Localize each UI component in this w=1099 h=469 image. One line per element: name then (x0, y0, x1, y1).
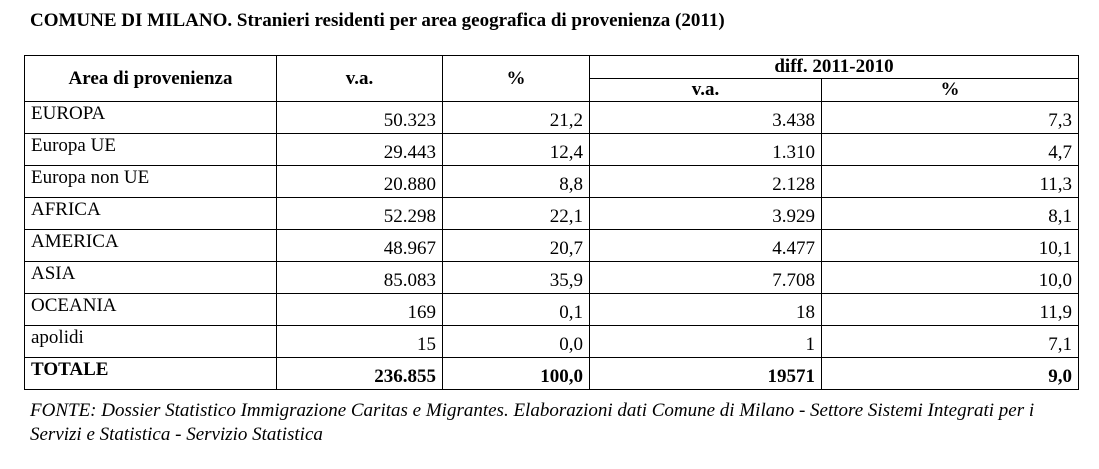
cell-area: apolidi (25, 326, 277, 358)
cell-pct: 20,7 (443, 230, 590, 262)
cell-area: Europa non UE (25, 166, 277, 198)
cell-diff-pct: 10,1 (822, 230, 1079, 262)
header-diff-pct: % (822, 79, 1079, 102)
table-row (25, 262, 1079, 294)
table-row (25, 294, 1079, 326)
cell-diff-va: 2.128 (590, 166, 822, 198)
cell-diff-pct: 11,9 (822, 294, 1079, 326)
cell-pct: 22,1 (443, 198, 590, 230)
cell-diff-va: 4.477 (590, 230, 822, 262)
cell-total-va: 236.855 (277, 358, 443, 390)
table-row (25, 134, 1079, 166)
cell-diff-va: 7.708 (590, 262, 822, 294)
cell-area: AFRICA (25, 198, 277, 230)
cell-va: 85.083 (277, 262, 443, 294)
cell-diff-pct: 7,3 (822, 102, 1079, 134)
cell-pct: 0,1 (443, 294, 590, 326)
cell-va: 20.880 (277, 166, 443, 198)
cell-area: OCEANIA (25, 294, 277, 326)
table-row (25, 230, 1079, 262)
cell-total-diff-va: 19571 (590, 358, 822, 390)
header-area: Area di provenienza (25, 56, 277, 102)
cell-diff-va: 18 (590, 294, 822, 326)
header-pct: % (443, 56, 590, 102)
cell-diff-va: 3.438 (590, 102, 822, 134)
cell-area: EUROPA (25, 102, 277, 134)
cell-pct: 21,2 (443, 102, 590, 134)
table-row (25, 326, 1079, 358)
cell-diff-pct: 7,1 (822, 326, 1079, 358)
cell-diff-pct: 4,7 (822, 134, 1079, 166)
cell-total-area: TOTALE (25, 358, 277, 390)
header-diff-va: v.a. (590, 79, 822, 102)
cell-total-diff-pct: 9,0 (822, 358, 1079, 390)
cell-va: 15 (277, 326, 443, 358)
cell-va: 169 (277, 294, 443, 326)
table-row (25, 102, 1079, 134)
cell-pct: 35,9 (443, 262, 590, 294)
cell-diff-pct: 8,1 (822, 198, 1079, 230)
cell-pct: 12,4 (443, 134, 590, 166)
cell-pct: 0,0 (443, 326, 590, 358)
cell-va: 52.298 (277, 198, 443, 230)
cell-pct: 8,8 (443, 166, 590, 198)
table-row (25, 166, 1079, 198)
cell-diff-pct: 10,0 (822, 262, 1079, 294)
header-diff-group: diff. 2011-2010 (590, 56, 1079, 79)
cell-va: 29.443 (277, 134, 443, 166)
cell-va: 48.967 (277, 230, 443, 262)
table-title: COMUNE DI MILANO. Stranieri residenti per area geografica di provenienza (2011) (30, 10, 725, 31)
cell-area: Europa UE (25, 134, 277, 166)
header-va: v.a. (277, 56, 443, 102)
cell-diff-va: 3.929 (590, 198, 822, 230)
cell-diff-pct: 11,3 (822, 166, 1079, 198)
table-row (25, 198, 1079, 230)
source-note: FONTE: Dossier Statistico Immigrazione Caritas e Migrantes. Elaborazioni dati Comune di Milano - Settore Sistemi Integrati per i Servizi e Statistica - Servizio Statistica (30, 400, 1035, 445)
cell-area: ASIA (25, 262, 277, 294)
cell-diff-va: 1.310 (590, 134, 822, 166)
cell-va: 50.323 (277, 102, 443, 134)
cell-diff-va: 1 (590, 326, 822, 358)
header-row (25, 56, 1079, 79)
total-row (25, 358, 1079, 390)
data-table (24, 55, 1079, 390)
cell-total-pct: 100,0 (443, 358, 590, 390)
cell-area: AMERICA (25, 230, 277, 262)
